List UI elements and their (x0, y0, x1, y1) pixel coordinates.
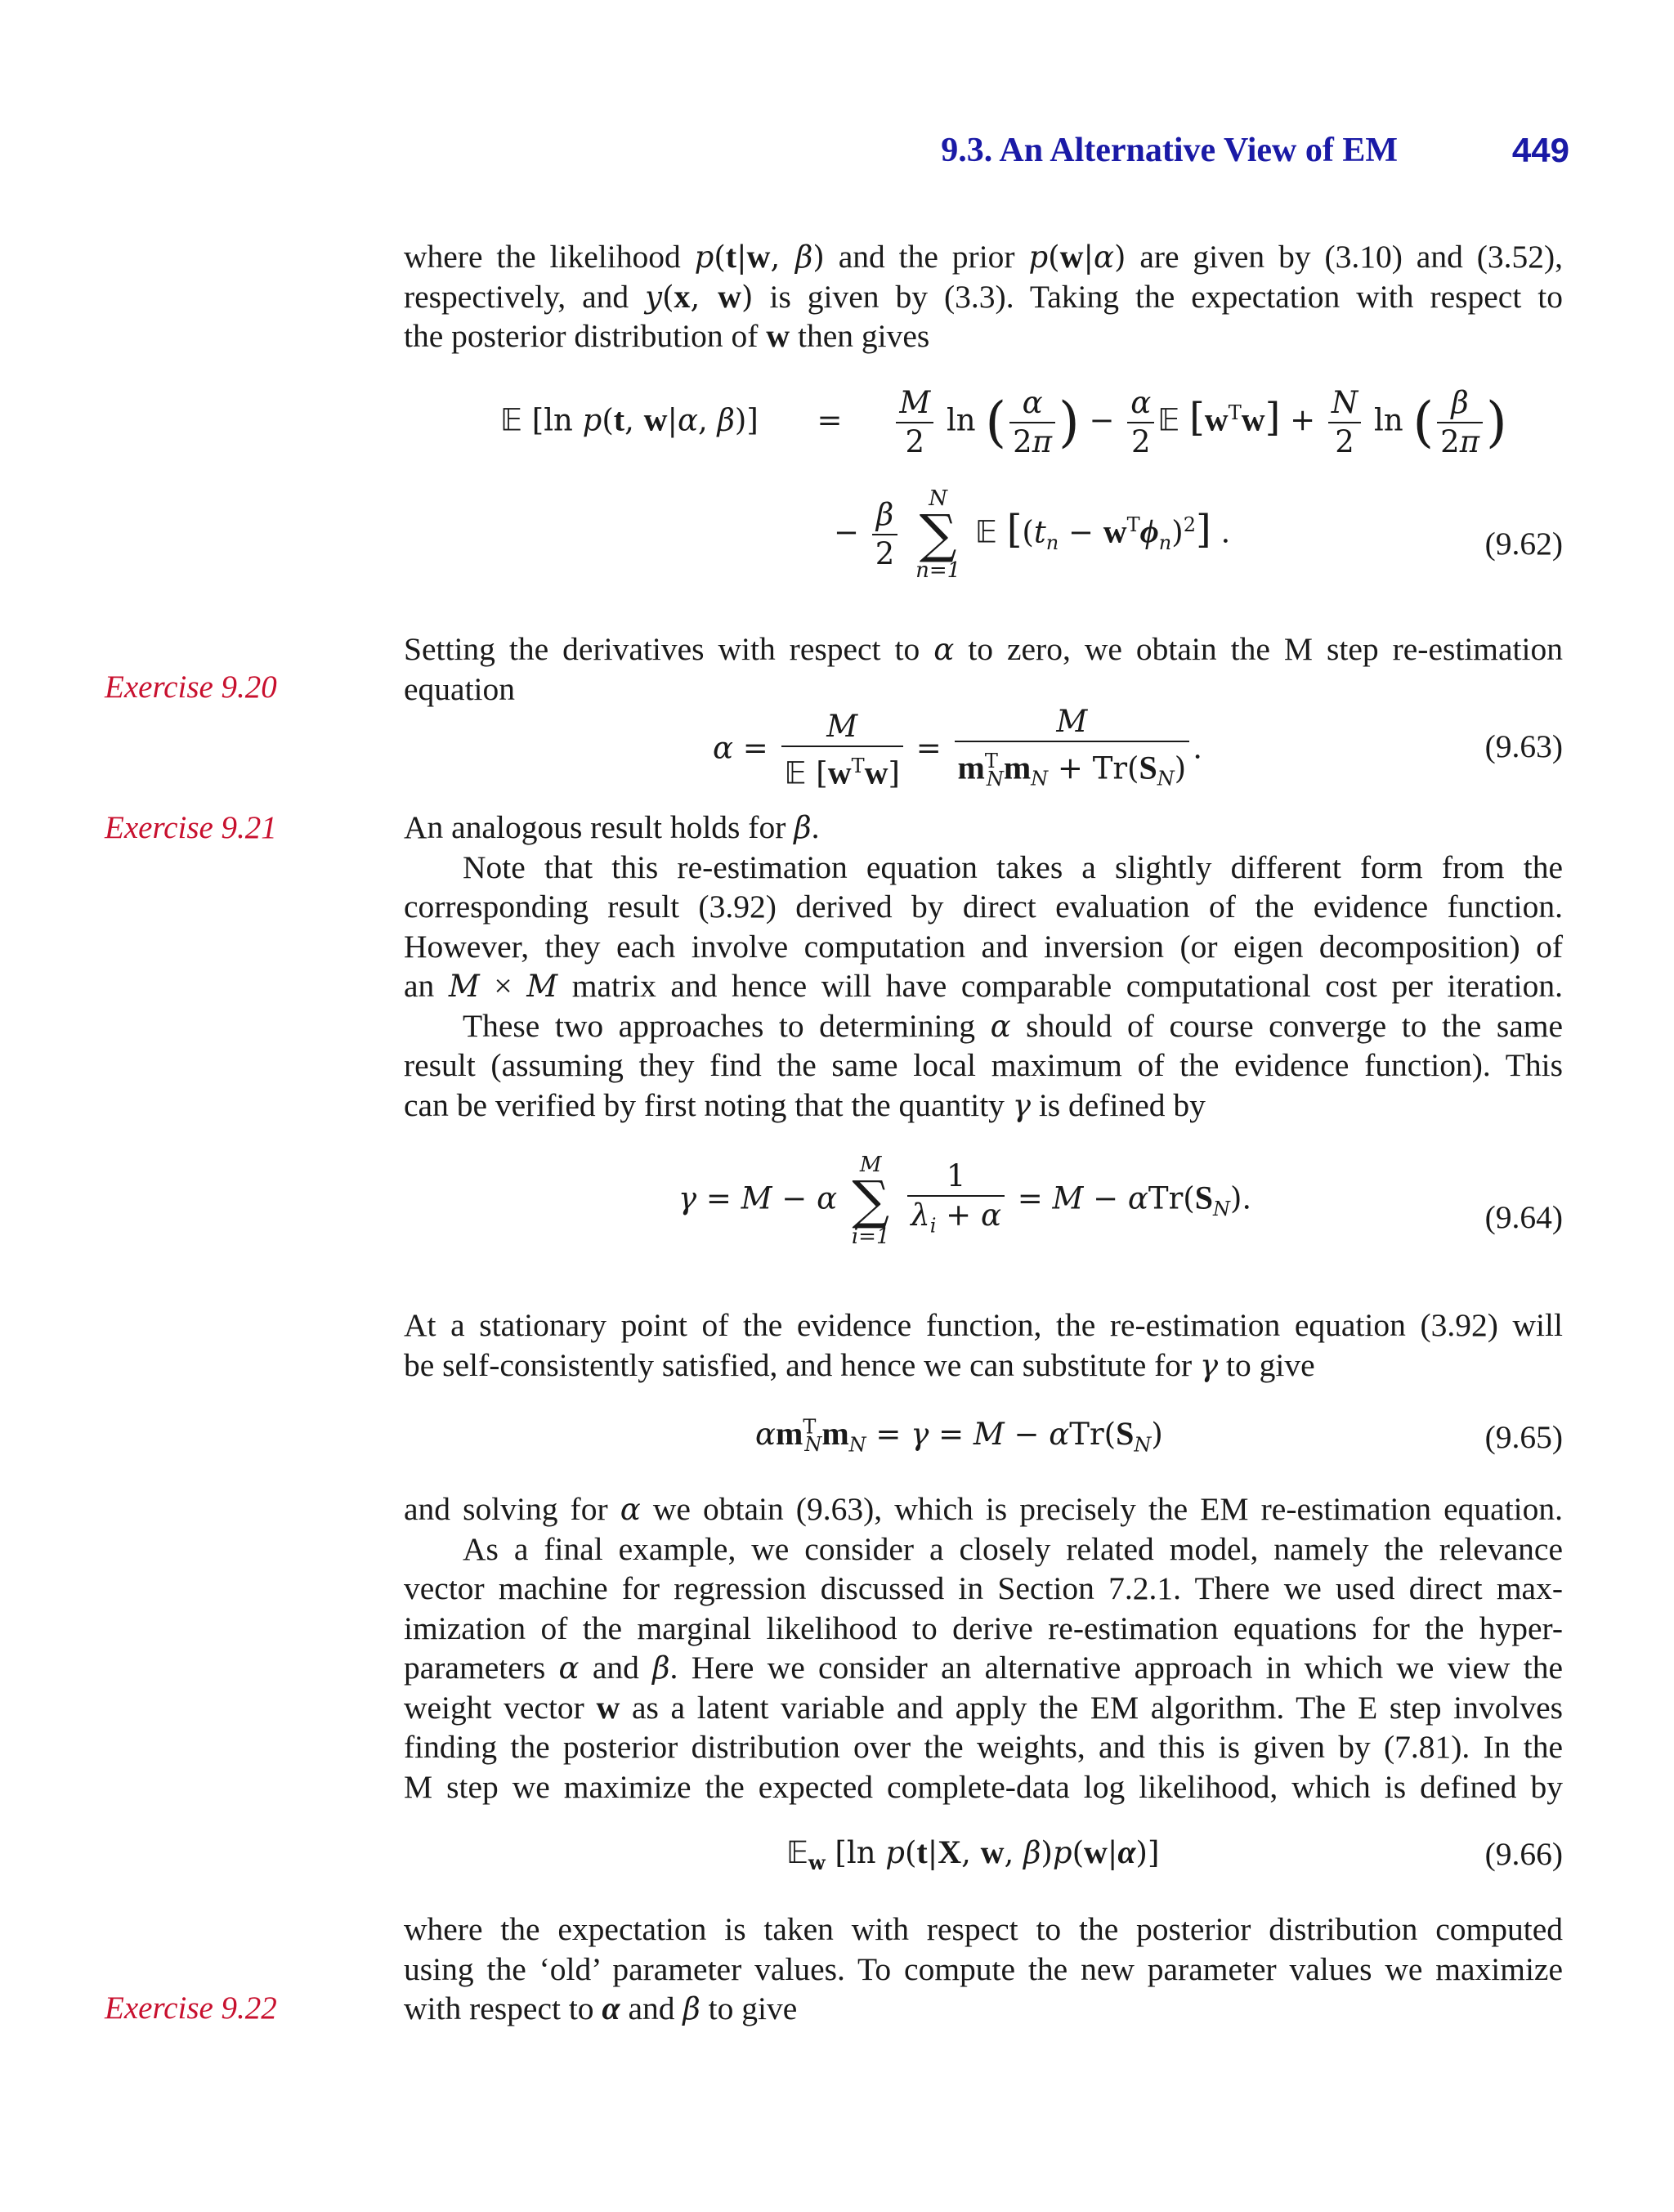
equation-number: (9.64) (1484, 1199, 1563, 1235)
text-line: parameters α and β. Here we consider an alternative approach in which we view the (404, 1650, 1564, 1686)
paragraph-7 (404, 1489, 1563, 1807)
running-header (899, 131, 1569, 172)
equation-9-66: 𝔼$_w$ [ln p(t|X, w, β)p(w|α)] (786, 1834, 1160, 1875)
text-line: the posterior distribution of w then gives (404, 317, 930, 354)
text-line: These two approaches to determining α should of course converge to the same (463, 1007, 1564, 1044)
text-line: respectively, and y(x, w) is given by (3.3). Taking the expectation with respect to (404, 277, 1564, 315)
exercise-reference-9-20[interactable]: Exercise 9.20 (105, 669, 277, 705)
text-line: result (assuming they find the same local maximum of the evidence function). This (404, 1047, 1563, 1083)
text-line: where the likelihood p(t|w, β) and the prior p(w|α) are given by (3.10) and (3.52), (404, 238, 1564, 275)
text-line: equation (404, 670, 516, 707)
text-line: where the expectation is taken with respect to the posterior distribution computed (404, 1911, 1563, 1947)
equation-number: (9.63) (1484, 728, 1563, 764)
text-line: As a final example, we consider a closely related model, namely the relevance (463, 1530, 1563, 1567)
paragraph-3 (404, 808, 1563, 1125)
text-line: be self-consistently satisfied, and hence we can substitute for γ to give (404, 1346, 1315, 1383)
text-line: Setting the derivatives with respect to α to zero, we obtain the M step re-estimation (404, 631, 1564, 667)
text-line: imization of the marginal likelihood to derive re-estimation equations for the hyper- (404, 1610, 1563, 1646)
equation-number: (9.66) (1484, 1836, 1563, 1872)
paragraph-6 (404, 1305, 1563, 1385)
text-line: An analogous result holds for β. (404, 809, 820, 845)
text-line: vector machine for regression discussed in Section 7.2.1. There we used direct max- (404, 1570, 1563, 1606)
equation-9-63: α = $\frac{M}{𝔼 [w^Tw]}$ = $\frac{M}{m^T_Nm_N + Tr(S_N)}$ . (713, 703, 1202, 798)
section-title: 9.3. An Alternative View of EM (941, 132, 1398, 169)
text-line: However, they each involve computation and inversion (or eigen decomposition) of (404, 928, 1563, 965)
equation-9-62-line-2: − $\frac{\beta}{2}$ N ∑ n=1 𝔼 $[(t_n - w^T\phi_n)^2]$ . (834, 486, 1231, 583)
text-line: an M × M matrix and hence will have comparable computational cost per iteration. (404, 968, 1563, 1004)
equation-9-65: $\alpha m^T_Nm_N = \gamma = M - \alpha Tr(S_N)$ (755, 1415, 1163, 1457)
text-line: using the ‘old’ parameter values. To compute the new parameter values we maximize (404, 1950, 1563, 1987)
text-line: with respect to α and β to give (404, 1990, 798, 2026)
text-line: M step we maximize the expected complete-data log likelihood, which is defined by (404, 1768, 1563, 1805)
text-line: and solving for α we obtain (9.63), which is precisely the EM re-estimation equation. (404, 1491, 1564, 1527)
paragraph-2 (404, 629, 1563, 709)
equation-9-64: γ = M − α M ∑ i=1 $\frac{1}{\lambda_i + \alpha}$ = $M - \alpha Tr(S_N)$. (678, 1153, 1252, 1249)
text-line: Note that this re-estimation equation takes a slightly different form from the (463, 849, 1563, 885)
text-line: At a stationary point of the evidence function, the re-estimation equation (3.92) will (404, 1307, 1563, 1343)
equation-number: (9.62) (1484, 526, 1563, 562)
equation-number: (9.65) (1484, 1419, 1563, 1455)
exercise-reference-9-22[interactable]: Exercise 9.22 (105, 1990, 277, 2026)
paragraph-1 (404, 237, 1563, 356)
equation-9-62-line-1: 𝔼 [ln p(t, w|α, β)] = $\frac{M}{2}$ ln ( $\frac{\alpha}{2\pi}$ ) − $\frac{\alpha}{2}$ 𝔼 $[w^Tw]$ + $\frac{N}{2}$ ln ( $\frac{\beta}{2\pi}$ ) (500, 385, 1507, 459)
text-line: corresponding result (3.92) derived by direct evaluation of the evidence function. (404, 889, 1563, 925)
exercise-reference-9-21[interactable]: Exercise 9.21 (105, 810, 277, 845)
paragraph-9 (404, 1910, 1563, 2029)
text-line: finding the posterior distribution over the weights, and this is given by (7.81). In the (404, 1729, 1563, 1765)
text-line: weight vector w as a latent variable and apply the EM algorithm. The E step involves (404, 1688, 1564, 1726)
text-line: can be verified by first noting that the quantity γ is defined by (404, 1086, 1206, 1123)
page-number: 449 (1511, 131, 1569, 169)
